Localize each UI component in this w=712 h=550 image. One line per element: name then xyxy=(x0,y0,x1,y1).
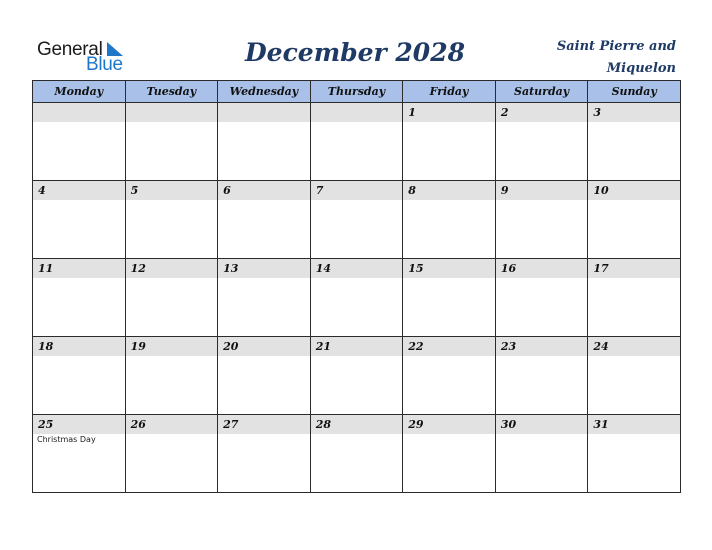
day-cell xyxy=(403,259,496,337)
holiday-label: Christmas Day xyxy=(37,435,96,444)
weekday-header: Monday xyxy=(33,81,126,103)
day-cell xyxy=(403,181,496,259)
day-cell xyxy=(310,259,403,337)
day-cell xyxy=(33,337,126,415)
day-number xyxy=(218,103,310,122)
day-cell xyxy=(33,259,126,337)
week-row xyxy=(33,415,681,493)
day-number: 4 xyxy=(33,181,125,200)
day-number: 11 xyxy=(33,259,125,278)
day-number: 6 xyxy=(218,181,310,200)
day-cell xyxy=(310,181,403,259)
day-cell xyxy=(218,259,311,337)
week-row xyxy=(33,103,681,181)
day-cell xyxy=(588,259,681,337)
day-cell xyxy=(495,337,588,415)
day-number: 2 xyxy=(496,103,588,122)
day-cell xyxy=(588,103,681,181)
weekday-header-row xyxy=(33,81,681,103)
day-cell xyxy=(588,181,681,259)
day-cell xyxy=(588,415,681,493)
day-number xyxy=(33,103,125,122)
day-number: 25 xyxy=(33,415,125,434)
day-number: 3 xyxy=(588,103,680,122)
day-cell xyxy=(125,259,218,337)
day-number: 30 xyxy=(496,415,588,434)
day-number: 19 xyxy=(126,337,218,356)
day-number: 20 xyxy=(218,337,310,356)
day-cell xyxy=(588,337,681,415)
day-number: 1 xyxy=(403,103,495,122)
day-number: 15 xyxy=(403,259,495,278)
day-cell xyxy=(218,103,311,181)
day-cell xyxy=(218,337,311,415)
day-number: 21 xyxy=(311,337,403,356)
day-number: 14 xyxy=(311,259,403,278)
week-row xyxy=(33,259,681,337)
day-number: 9 xyxy=(496,181,588,200)
day-number: 26 xyxy=(126,415,218,434)
day-cell xyxy=(310,337,403,415)
day-cell xyxy=(403,415,496,493)
day-number: 16 xyxy=(496,259,588,278)
day-cell xyxy=(495,259,588,337)
weekday-header: Tuesday xyxy=(125,81,218,103)
weekday-header: Sunday xyxy=(588,81,681,103)
day-cell xyxy=(218,415,311,493)
day-number: 23 xyxy=(496,337,588,356)
day-number: 28 xyxy=(311,415,403,434)
day-number: 12 xyxy=(126,259,218,278)
day-number: 27 xyxy=(218,415,310,434)
day-cell xyxy=(125,337,218,415)
day-cell xyxy=(33,181,126,259)
day-cell xyxy=(125,415,218,493)
weekday-header: Thursday xyxy=(310,81,403,103)
day-number: 17 xyxy=(588,259,680,278)
day-number: 5 xyxy=(126,181,218,200)
day-cell xyxy=(33,103,126,181)
day-cell xyxy=(125,103,218,181)
week-row xyxy=(33,181,681,259)
day-number: 29 xyxy=(403,415,495,434)
day-cell xyxy=(33,415,126,493)
day-number: 22 xyxy=(403,337,495,356)
day-number: 13 xyxy=(218,259,310,278)
day-number: 31 xyxy=(588,415,680,434)
day-number: 8 xyxy=(403,181,495,200)
logo-text-blue: Blue xyxy=(86,54,123,75)
weekday-header: Friday xyxy=(403,81,496,103)
day-number: 18 xyxy=(33,337,125,356)
calendar-title: December 2028 xyxy=(244,38,465,67)
region-name: Saint Pierre and Miquelon xyxy=(556,39,676,76)
day-number xyxy=(126,103,218,122)
generalblue-logo xyxy=(37,39,127,73)
day-cell xyxy=(310,415,403,493)
logo-text-general: General xyxy=(37,39,103,60)
day-cell xyxy=(403,337,496,415)
weekday-header: Wednesday xyxy=(218,81,311,103)
day-cell xyxy=(495,415,588,493)
day-cell xyxy=(495,103,588,181)
day-number: 10 xyxy=(588,181,680,200)
day-cell xyxy=(495,181,588,259)
day-number: 7 xyxy=(311,181,403,200)
day-number xyxy=(311,103,403,122)
day-cell xyxy=(218,181,311,259)
week-row xyxy=(33,337,681,415)
weekday-header: Saturday xyxy=(495,81,588,103)
day-cell xyxy=(403,103,496,181)
calendar-grid xyxy=(32,80,681,493)
day-cell xyxy=(310,103,403,181)
day-cell xyxy=(125,181,218,259)
day-number: 24 xyxy=(588,337,680,356)
